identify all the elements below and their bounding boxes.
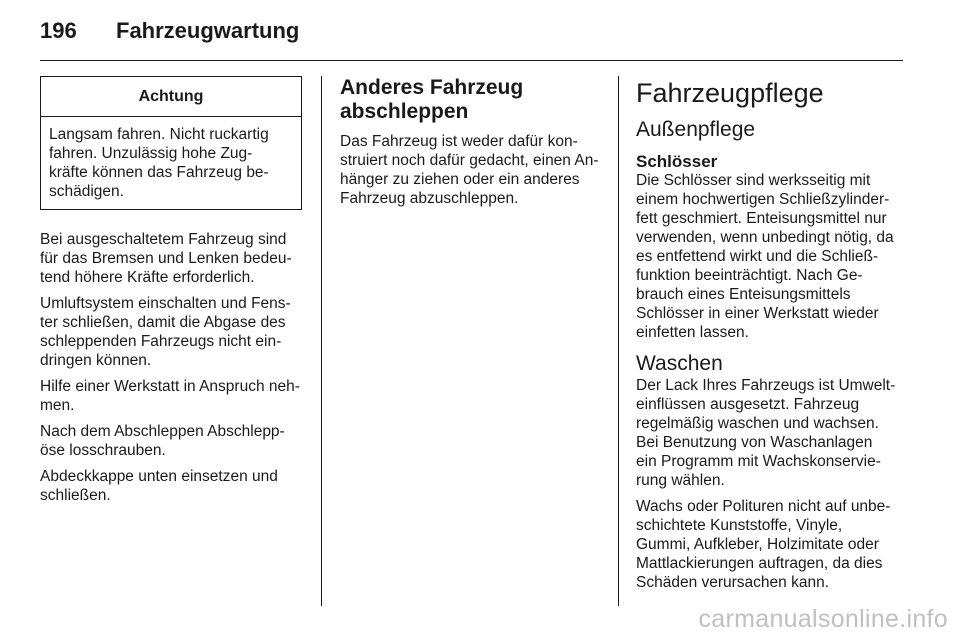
section-title: Schlösser xyxy=(636,152,718,171)
text-line: Hilfe einer Werkstatt in Anspruch neh- xyxy=(40,378,300,395)
column-divider xyxy=(321,76,322,606)
text-line: einem hochwertigen Schließzylinder- xyxy=(636,191,890,208)
section-locks xyxy=(636,152,904,342)
text-line: Das Fahrzeug ist weder dafür kon- xyxy=(340,133,578,150)
text-line: verwenden, wenn unbedingt nötig, da xyxy=(636,229,894,246)
text-line: Die Schlösser sind werksseitig mit xyxy=(636,172,871,189)
heading-line: Anderes Fahrzeug xyxy=(340,76,524,99)
text-line: Der Lack Ihres Fahrzeugs ist Umwelt- xyxy=(636,377,896,394)
column-3 xyxy=(636,76,904,599)
text-line: Abdeckkappe unten einsetzen und xyxy=(40,468,278,485)
text-line: struiert noch dafür gedacht, einen An- xyxy=(340,152,599,169)
header-rule xyxy=(40,60,903,61)
paragraph xyxy=(40,230,302,287)
warning-text xyxy=(41,117,301,209)
text-line: Gummi, Aufkleber, Holzimitate oder xyxy=(636,536,879,553)
text-line: Schlösser in einer Werkstatt wieder xyxy=(636,305,879,322)
text-line: Schäden verursachen kann. xyxy=(636,574,830,591)
paragraph xyxy=(636,171,904,342)
text-line: ein Programm mit Wachskonservie- xyxy=(636,453,881,470)
text-line: rung wählen. xyxy=(636,472,725,489)
heading-line: abschleppen xyxy=(340,100,469,123)
text-line: Langsam fahren. Nicht ruckartig xyxy=(49,126,269,143)
text-line: men. xyxy=(40,397,75,414)
text-line: Umluftsystem einschalten und Fens- xyxy=(40,295,291,312)
text-line: öse losschrauben. xyxy=(40,442,166,459)
paragraph xyxy=(636,376,904,490)
towing-notes xyxy=(40,230,302,505)
section-heading xyxy=(340,76,606,124)
text-line: tend höhere Kräfte erforderlich. xyxy=(40,269,255,286)
warning-box xyxy=(40,76,302,210)
text-line: schädigen. xyxy=(49,183,124,200)
page-title: Fahrzeugwartung xyxy=(116,18,300,43)
paragraph xyxy=(340,132,606,208)
text-line: kräfte können das Fahrzeug be- xyxy=(49,164,269,181)
text-line: funktion beeinträchtigt. Nach Ge- xyxy=(636,267,863,284)
text-line: dringen können. xyxy=(40,352,152,369)
text-line: hänger zu ziehen oder ein anderes xyxy=(340,171,580,188)
column-2 xyxy=(340,76,606,215)
text-line: einfetten lassen. xyxy=(636,324,749,341)
text-line: Bei Benutzung von Waschanlagen xyxy=(636,434,873,451)
chapter-heading: Fahrzeugpflege xyxy=(636,78,824,108)
text-line: schichtete Kunststoffe, Vinyle, xyxy=(636,517,843,534)
text-line: für das Bremsen und Lenken bedeu- xyxy=(40,250,292,267)
text-line: regelmäßig waschen und wachsen. xyxy=(636,415,879,432)
section-title: Waschen xyxy=(636,352,723,375)
text-line: Nach dem Abschleppen Abschlepp- xyxy=(40,423,285,440)
section-washing xyxy=(636,352,904,592)
text-line: brauch eines Enteisungsmittels xyxy=(636,286,851,303)
paragraph xyxy=(40,467,302,505)
subheading: Außenpflege xyxy=(636,118,756,141)
text-line: Fahrzeug abzuschleppen. xyxy=(340,190,519,207)
warning-title: Achtung xyxy=(41,77,301,117)
text-line: schließen. xyxy=(40,487,111,504)
column-1 xyxy=(40,76,302,512)
text-line: Wachs oder Polituren nicht auf unbe- xyxy=(636,498,891,515)
paragraph xyxy=(40,422,302,460)
page-number: 196 xyxy=(40,18,77,43)
paragraph xyxy=(636,497,904,592)
text-line: Mattlackierungen auftragen, da dies xyxy=(636,555,883,572)
text-line: es entfettend wirkt und die Schließ- xyxy=(636,248,879,265)
text-line: fett geschmiert. Enteisungsmittel nur xyxy=(636,210,887,227)
text-line: Bei ausgeschaltetem Fahrzeug sind xyxy=(40,231,287,248)
watermark: carmanualsonline.info xyxy=(698,605,948,633)
page-header xyxy=(40,18,299,44)
text-line: ter schließen, damit die Abgase des xyxy=(40,314,286,331)
column-divider xyxy=(618,76,619,606)
paragraph xyxy=(40,294,302,370)
text-line: fahren. Unzulässig hohe Zug- xyxy=(49,145,253,162)
text-line: schleppenden Fahrzeugs nicht ein- xyxy=(40,333,282,350)
text-line: einflüssen ausgesetzt. Fahrzeug xyxy=(636,396,860,413)
paragraph xyxy=(40,377,302,415)
